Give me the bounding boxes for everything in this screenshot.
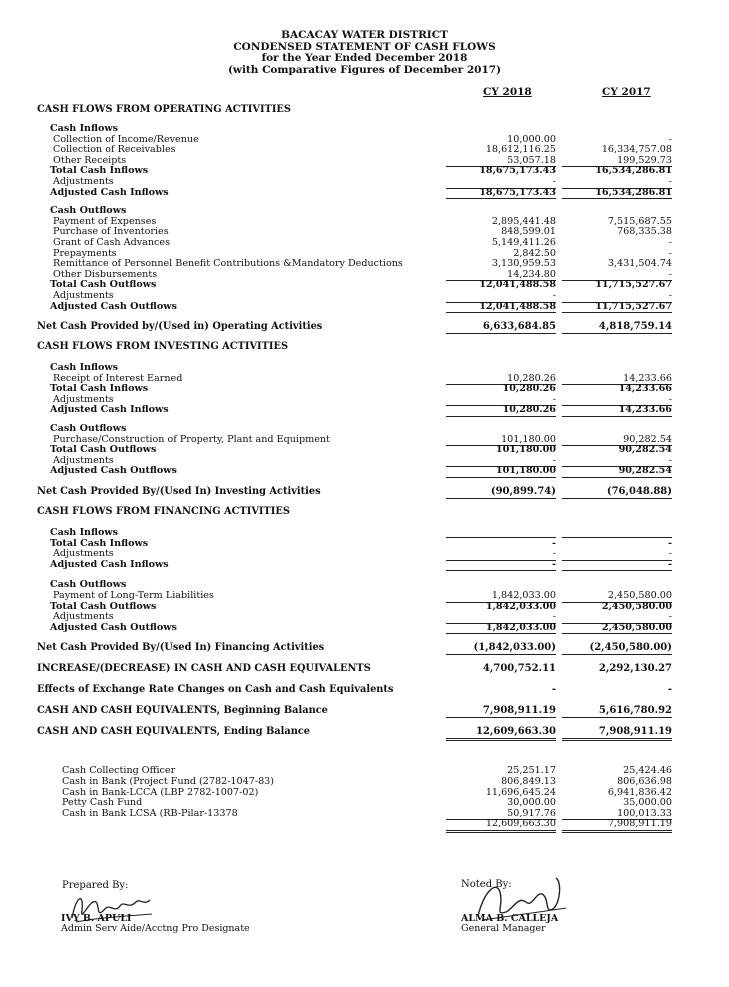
line-item: Grant of Cash Advances 5,149,411.26 -: [53, 236, 672, 248]
line-item: Purchase/Construction of Property, Plant and Equipment 101,180.00 90,282.54: [53, 433, 672, 445]
section-title-financing: CASH FLOWS FROM FINANCING ACTIVITIES: [37, 506, 290, 518]
investing-outflows-heading: Cash Outflows: [50, 423, 127, 435]
summary-ending-row: CASH AND CASH EQUIVALENTS, Ending Balance 12,609,663.30 7,908,911.19: [0, 725, 729, 738]
line-item: Payment of Expenses 2,895,441.48 7,515,687.55: [53, 215, 672, 227]
adjustment-row: Adjustments - -: [53, 175, 672, 187]
line-item: Collection of Income/Revenue 10,000.00 -: [53, 133, 672, 145]
adjustment-row: Adjustments - -: [53, 289, 672, 301]
line-item: Purchase of Inventories 848,599.01 768,335.38: [53, 226, 672, 238]
line-item: Payment of Long-Term Liabilities 1,842,033.00 2,450,580.00: [53, 590, 672, 601]
breakdown-row: Petty Cash Fund 30,000.00 35,000.00: [62, 797, 672, 809]
statement-header: [0, 30, 729, 76]
breakdown-total-row: 12,609,663.30 7,908,911.19: [0, 819, 729, 830]
adjusted-total-row: Adjusted Cash Inflows - -: [50, 558, 672, 570]
total-row: Total Cash Outflows 1,842,033.00 2,450,580.00: [50, 600, 672, 612]
adjusted-total-row: Adjusted Cash Outflows 1,842,033.00 2,450,580.00: [50, 621, 672, 633]
breakdown-row: Cash Collecting Officer 25,251.17 25,424.46: [62, 765, 672, 777]
statement-body: [0, 104, 729, 830]
net-operating-row: Net Cash Provided by/(Used in) Operating Activities 6,633,684.85 4,818,759.14: [37, 321, 672, 333]
line-item: Other Disbursements 14,234.80 -: [53, 268, 672, 280]
adjustment-row: Adjustments - -: [53, 393, 672, 405]
line-item: Prepayments 2,842.50 -: [53, 247, 672, 259]
investing-inflows-heading: Cash Inflows: [50, 362, 119, 374]
total-row: Total Cash Inflows 10,280.26 14,233.66: [50, 383, 672, 395]
net-financing-row: Net Cash Provided By/(Used In) Financing Activities (1,842,033.00) (2,450,580.00): [37, 642, 672, 654]
district-name: BACACAY WATER DISTRICT: [281, 29, 448, 41]
total-row: Total Cash Inflows 18,675,173.43 16,534,286.81: [50, 165, 672, 177]
prepared-by-label: Prepared By:: [62, 880, 129, 891]
total-row: Total Cash Outflows 12,041,488.58 11,715,527.67: [50, 279, 672, 291]
section-title-operating: CASH FLOWS FROM OPERATING ACTIVITIES: [37, 104, 291, 115]
line-item: Other Receipts 53,057.18 199,529.73: [53, 154, 672, 166]
adjustment-row: Adjustments - -: [53, 454, 672, 466]
noted-by-label: Noted By:: [461, 879, 512, 890]
statement-period: for the Year Ended December 2018: [261, 52, 468, 64]
breakdown-row: Cash in Bank (Project Fund (2782-1047-83) 806,849.13 806,636.98: [62, 775, 672, 787]
breakdown-row: Cash in Bank LCSA (RB-Pilar-13378 50,917.76 100,013.33: [62, 807, 672, 819]
section-title-investing: CASH FLOWS FROM INVESTING ACTIVITIES: [37, 341, 289, 353]
total-row: Total Cash Inflows - -: [50, 537, 672, 549]
operating-outflows-heading: Cash Outflows: [50, 205, 127, 217]
total-row: Total Cash Outflows 101,180.00 90,282.54: [50, 444, 672, 456]
adjusted-total-row: Adjusted Cash Inflows 18,675,173.43 16,534,286.81: [50, 186, 672, 198]
net-investing-row: Net Cash Provided By/(Used In) Investing Activities (90,899.74) (76,048.88): [37, 486, 672, 498]
summary-beginning-row: CASH AND CASH EQUIVALENTS, Beginning Balance 7,908,911.19 5,616,780.92: [37, 705, 672, 717]
statement-title: CONDENSED STATEMENT OF CASH FLOWS: [233, 40, 496, 53]
line-item: Receipt of Interest Earned 10,280.26 14,233.66: [53, 372, 672, 384]
adjustment-row: Adjustments - -: [53, 548, 672, 560]
noted-title: General Manager: [461, 923, 546, 934]
statement-comparative: (with Comparative Figures of December 2017): [227, 63, 502, 76]
adjusted-total-row: Adjusted Cash Outflows 101,180.00 90,282.54: [50, 465, 672, 477]
column-header-cy: CY 2018: [483, 86, 532, 98]
noted-name: ALMA B. CALLEJA: [461, 913, 559, 924]
summary-increase-row: INCREASE/(DECREASE) IN CASH AND CASH EQUIVALENTS 4,700,752.11 2,292,130.27: [37, 663, 672, 675]
line-item: Collection of Receivables 18,612,116.25 16,334,757.08: [53, 144, 672, 156]
adjusted-total-row: Adjusted Cash Inflows 10,280.26 14,233.66: [50, 404, 672, 416]
financing-inflows-heading: Cash Inflows: [0, 528, 729, 539]
financing-outflows-heading: Cash Outflows: [50, 579, 127, 591]
prepared-name: IVY B. APULI: [61, 913, 132, 924]
summary-exchange-row: Effects of Exchange Rate Changes on Cash and Cash Equivalents - -: [37, 684, 672, 696]
adjustment-row: Adjustments - -: [53, 611, 672, 623]
column-header-py: CY 2017: [602, 86, 651, 98]
prepared-title: Admin Serv Aide/Acctng Pro Designate: [61, 923, 250, 934]
adjusted-total-row: Adjusted Cash Outflows 12,041,488.58 11,715,527.67: [50, 300, 672, 312]
breakdown-row: Cash in Bank-LCCA (LBP 2782-1007-02) 11,696,645.24 6,941,836.42: [62, 786, 672, 798]
operating-inflows-heading: Cash Inflows: [50, 123, 119, 134]
line-item: Remittance of Personnel Benefit Contributions &Mandatory Deductions 3,130,959.53 3,431,504.74: [53, 258, 672, 270]
